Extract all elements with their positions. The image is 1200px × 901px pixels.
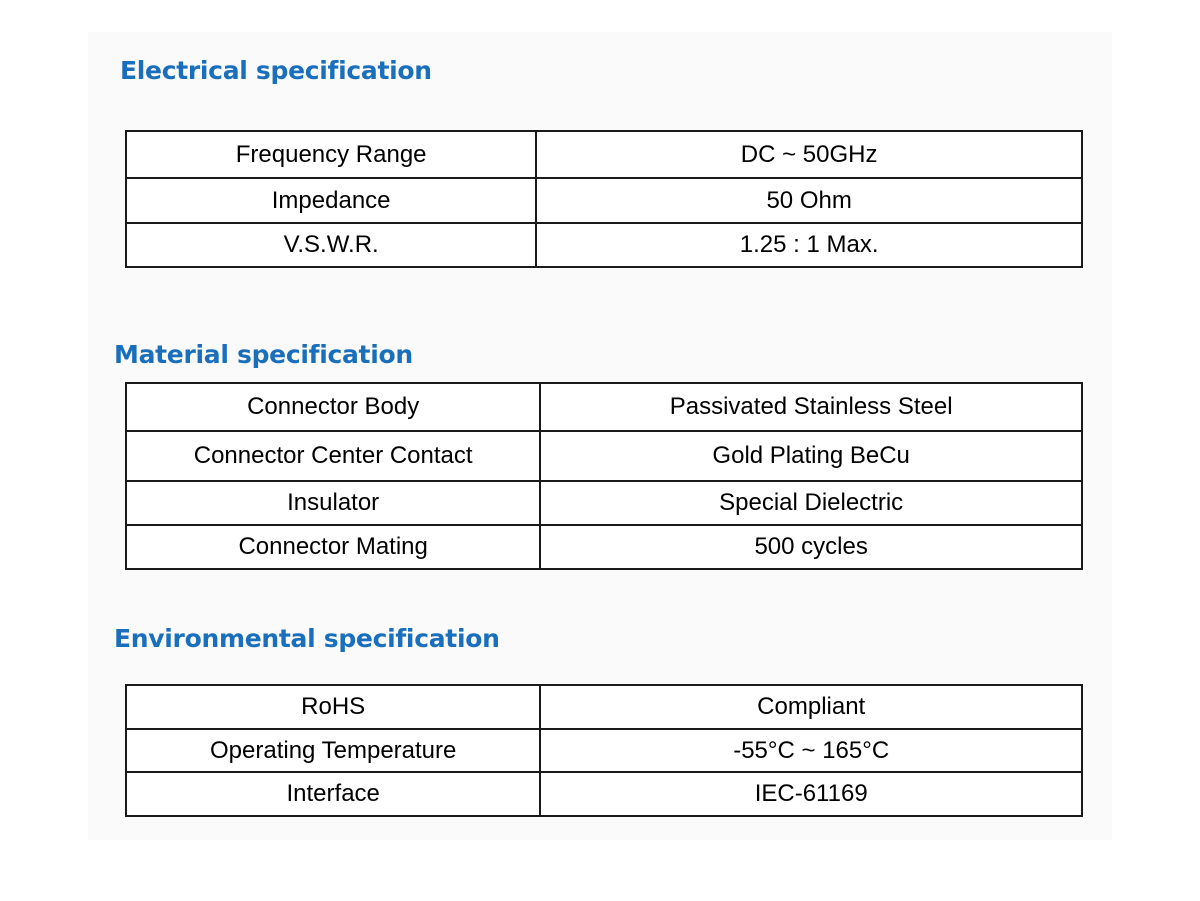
electrical-spec-heading: Electrical specification (120, 56, 432, 85)
table-row (126, 383, 1082, 431)
electrical-spec-table (125, 130, 1083, 268)
spec-value: DC ~ 50GHz (536, 131, 1082, 178)
table-row (126, 685, 1082, 729)
spec-value: 50 Ohm (536, 178, 1082, 223)
table-row (126, 223, 1082, 267)
material-spec-table (125, 382, 1083, 570)
spec-label: Connector Body (126, 383, 540, 431)
spec-label: Connector Mating (126, 525, 540, 569)
spec-value: Gold Plating BeCu (540, 431, 1082, 481)
material-spec-heading: Material specification (114, 340, 413, 369)
environmental-spec-heading: Environmental specification (114, 624, 500, 653)
spec-label: Connector Center Contact (126, 431, 540, 481)
spec-label: Impedance (126, 178, 536, 223)
spec-label: Operating Temperature (126, 729, 540, 772)
spec-value: IEC-61169 (540, 772, 1082, 816)
table-row (126, 131, 1082, 178)
spec-value: 1.25 : 1 Max. (536, 223, 1082, 267)
spec-label: Interface (126, 772, 540, 816)
spec-value: Passivated Stainless Steel (540, 383, 1082, 431)
spec-value: -55°C ~ 165°C (540, 729, 1082, 772)
table-row (126, 729, 1082, 772)
table-row (126, 772, 1082, 816)
table-row (126, 525, 1082, 569)
spec-value: Special Dielectric (540, 481, 1082, 525)
environmental-spec-table (125, 684, 1083, 817)
spec-label: RoHS (126, 685, 540, 729)
spec-value: 500 cycles (540, 525, 1082, 569)
spec-label: V.S.W.R. (126, 223, 536, 267)
table-row (126, 178, 1082, 223)
spec-label: Insulator (126, 481, 540, 525)
spec-value: Compliant (540, 685, 1082, 729)
table-row (126, 481, 1082, 525)
spec-label: Frequency Range (126, 131, 536, 178)
table-row (126, 431, 1082, 481)
